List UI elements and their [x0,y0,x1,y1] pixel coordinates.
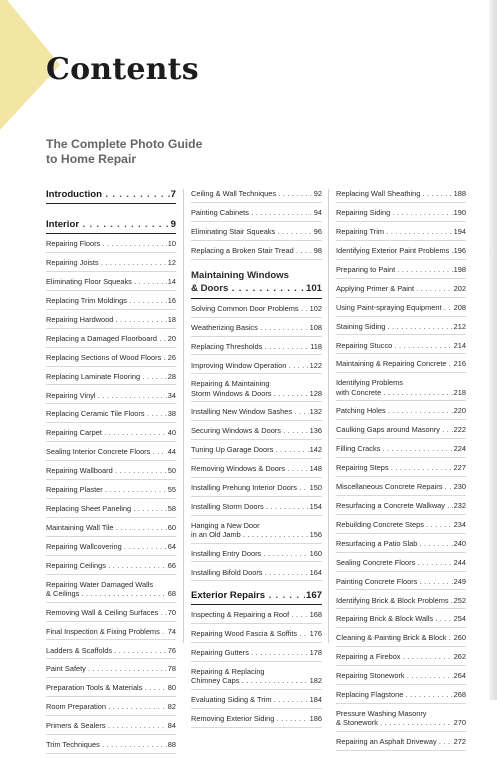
toc-entry-title-line1: Pressure Washing Masonry [336,709,427,719]
toc-entry-title: Repairing Gutters . . . [191,648,309,658]
toc-page-number: 92 [313,189,322,198]
toc-entry [336,378,466,401]
toc-page-number: 230 [453,481,466,491]
toc-page-number: 38 [167,409,176,419]
toc-entry [191,189,322,203]
toc-page-number: 198 [453,264,466,274]
toc-page-number: 186 [309,713,322,723]
toc-entry-title: Replacing Trim Moldings . . . [46,296,167,306]
toc-entry [46,315,176,329]
toc-page-number: 82 [167,702,176,712]
toc-entry [336,246,466,260]
toc-entry [336,558,466,572]
toc-entry [46,542,176,556]
toc-column-2 [191,189,322,733]
toc-entry [46,580,176,603]
toc-entry-title: Replacing Sheet Paneling . . . [46,504,167,514]
toc-entry [191,445,322,459]
toc-page-number: 148 [309,464,322,474]
toc-entry [191,426,322,440]
toc-entry [336,341,466,355]
toc-page-number: 234 [453,519,466,529]
toc-page-number: 74 [167,626,176,636]
toc-entry [46,258,176,272]
page-edge [489,0,497,700]
toc-entry-title: Replacing a Broken Stair Tread . . . [191,246,313,256]
toc-entry-title-line2 [191,530,309,539]
toc-entry-title [191,379,309,397]
toc-entry [191,695,322,709]
toc-entry [336,359,466,373]
toc-entry-title: Trim Techniques . . . [46,740,167,750]
toc-entry [336,652,466,666]
toc-entry [191,521,322,544]
toc-entry-title: Replacing Wall Sheathing . . . [336,189,453,199]
toc-entry [46,353,176,367]
toc-entry [191,549,322,563]
toc-entry [191,568,322,582]
toc-page-number: 80 [167,683,176,693]
toc-entry-title-line2 [46,589,167,598]
toc-entry [46,561,176,575]
toc-page-number: 214 [453,340,466,350]
toc-entry-title: Rebuilding Concrete Steps . . . [336,520,453,530]
toc-entry-title: Removing Exterior Siding . . . [191,714,309,724]
toc-page-number: 240 [453,538,466,548]
toc-entry [336,322,466,336]
toc-page-number: 188 [453,189,466,198]
toc-section-heading [46,189,176,204]
toc-entry-title: Repairing Joists . . . [46,258,167,268]
toc-entry-title: Inspecting & Repairing a Roof . . . [191,610,309,620]
toc-page-number: 212 [453,321,466,331]
toc-page-number: 50 [167,466,176,476]
toc-page-number: 76 [167,645,176,655]
toc-entry [191,407,322,421]
toc-entry [46,702,176,716]
toc-entry [336,444,466,458]
toc-entry [46,485,176,499]
toc-page-number: 78 [167,664,176,674]
toc-page-number: 208 [453,302,466,312]
toc-entry-title: Paint Safety . . . [46,664,167,674]
toc-entry-title-line2 [336,388,453,397]
toc-entry-title: Identifying Brick & Block Problems . . . [336,596,453,606]
toc-entry-title: Ceiling & Wall Techniques . . . [191,189,313,199]
toc-entry [46,409,176,423]
toc-page-number: 68 [167,589,176,599]
toc-entry-title-line1: Repairing & Maintaining [191,379,270,389]
toc-entry-title: Primers & Sealers . . . [46,721,167,731]
toc-entry [336,482,466,496]
toc-page-number: 44 [167,447,176,457]
toc-page-number: 272 [453,736,466,746]
toc-entry-title: Evaluating Siding & Trim . . . [191,695,309,705]
toc-entry-title: Preparing to Paint . . . [336,265,453,275]
toc-page-number: 216 [453,359,466,369]
toc-page-number: 101 [305,282,322,294]
toc-entry [191,323,322,337]
toc-page-number: 18 [167,314,176,324]
toc-entry-title: Repairing Ceilings . . . [46,561,167,571]
toc-page-number: 156 [309,530,322,540]
toc-entry [336,463,466,477]
toc-page-number: 164 [309,567,322,577]
toc-entry [46,428,176,442]
toc-entry-title: Repairing Brick & Block Walls . . . [336,614,453,624]
toc-page-number: 260 [453,633,466,643]
toc-entry [46,523,176,537]
toc-page-number: 220 [453,406,466,416]
toc-entry-title [336,709,453,727]
toc-entry-title: Installing Entry Doors . . . [191,549,309,559]
toc-entry [191,629,322,643]
toc-entry-title: Repairing Stonework . . . [336,671,453,681]
toc-entry [191,361,322,375]
toc-page-number: 160 [309,548,322,558]
toc-entry-title [336,378,453,396]
toc-entry-title: Resurfacing a Concrete Walkway . . . [336,501,453,511]
toc-entry-title: Staining Siding . . . [336,322,453,332]
toc-entry [46,334,176,348]
toc-entry-title: Repairing Floors . . . [46,239,167,249]
toc-entry [191,502,322,516]
toc-page-number: 108 [309,322,322,332]
toc-page-number: 249 [453,576,466,586]
toc-entry [336,208,466,222]
toc-entry [336,614,466,628]
toc-entry [336,709,466,732]
toc-page-number: 184 [309,694,322,704]
toc-entry-title: Applying Primer & Paint . . . [336,284,453,294]
column-divider [183,189,184,643]
toc-entry [46,740,176,754]
toc-page-number: 40 [167,428,176,438]
book-subtitle: The Complete Photo Guide to Home Repair [46,137,203,166]
toc-page-number: 20 [167,333,176,343]
toc-entry [46,447,176,461]
toc-entry [191,714,322,728]
toc-column-3 [336,189,466,756]
toc-entry [191,246,322,260]
toc-entry-title: Filling Cracks . . . [336,444,453,454]
toc-entry [191,648,322,662]
toc-page-number: 202 [453,283,466,293]
toc-entry-title: Repairing a Firebox . . . [336,652,453,662]
toc-entry-title: Removing Wall & Ceiling Surfaces . . . [46,608,167,618]
toc-entry-title: Patching Holes . . . [336,406,453,416]
toc-page-number: 28 [167,371,176,381]
toc-entry-title: Replacing Thresholds . . . [191,342,309,352]
toc-entry-title: Securing Windows & Doors . . . [191,426,309,436]
toc-page-number: 66 [167,560,176,570]
toc-entry-title: Repairing an Asphalt Driveway . . . [336,737,453,747]
toc-entry-title: Room Preparation . . . [46,702,167,712]
toc-entry-title: Solving Common Door Problems . . . [191,304,309,314]
toc-entry-title: Resurfacing a Patio Slab . . . [336,539,453,549]
toc-entry [191,304,322,318]
toc-page-number: 12 [167,257,176,267]
toc-entry [191,464,322,478]
toc-page-number: 70 [167,607,176,617]
toc-page-number: 55 [167,485,176,495]
toc-entry-title: Repairing Stucco . . . [336,341,453,351]
toc-entry-title: Identifying Exterior Paint Problems . . . [336,246,453,256]
toc-entry [336,303,466,317]
toc-entry [191,483,322,497]
toc-page-number: 262 [453,652,466,662]
toc-page-number: 154 [309,501,322,511]
toc-entry-title: Repairing Wallboard . . . [46,466,167,476]
toc-entry [336,227,466,241]
toc-entry-title: Eliminating Stair Squeaks . . . [191,227,313,237]
toc-page-number: 122 [309,360,322,370]
toc-page-number: 26 [167,352,176,362]
toc-entry-title: Installing Storm Doors . . . [191,502,309,512]
toc-entry-title: Replacing Ceramic Tile Floors . . . [46,409,167,419]
toc-section-title: Exterior Repairs . . . [191,590,305,601]
toc-entry-title: Repairing Hardwood . . . [46,315,167,325]
toc-page-number: 270 [453,718,466,728]
toc-entry-title-text: & Stonework . . . [336,718,453,727]
toc-page-number: 196 [453,245,466,255]
toc-entry-title: Miscellaneous Concrete Repairs . . . [336,482,453,492]
toc-entry-title: Replacing Sections of Wood Floors . . . [46,353,167,363]
toc-page-number: 64 [167,542,176,551]
toc-entry [191,667,322,690]
toc-entry [336,284,466,298]
toc-entry-title-text: with Concrete . . . [336,388,453,397]
toc-entry [191,610,322,624]
toc-entry [336,690,466,704]
toc-entry-title: Replacing Laminate Flooring . . . [46,372,167,382]
toc-page-number: 178 [309,648,322,658]
toc-page-number: 7 [170,189,176,200]
toc-page-number: 218 [453,387,466,397]
toc-entry-title-text: in an Old Jamb . . . [191,530,309,539]
toc-page-number: 94 [313,207,322,217]
toc-section-heading [191,269,322,299]
toc-entry [46,372,176,386]
toc-entry [46,239,176,253]
toc-entry-title: Repairing Wood Fascia & Soffits . . . [191,629,309,639]
toc-page-number: 10 [167,239,176,248]
toc-page-number: 176 [309,629,322,639]
toc-entry [336,737,466,751]
toc-page-number: 222 [453,425,466,435]
toc-entry-title-line1: Repairing Water Damaged Walls [46,579,154,589]
toc-page-number: 14 [167,276,176,286]
toc-entry-title: Repairing Carpet . . . [46,428,167,438]
toc-entry-title-line1: Identifying Problems [336,378,403,388]
toc-page-number: 34 [167,390,176,400]
toc-page-number: 84 [167,721,176,731]
toc-entry-title-text: Chimney Caps . . . [191,676,309,685]
toc-section-title: Maintaining Windows [191,269,289,281]
toc-entry-title [191,521,309,539]
toc-page-number: 254 [453,614,466,624]
toc-entry [46,664,176,678]
toc-entry-title: Repairing Trim . . . [336,227,453,237]
toc-entry-title [191,667,309,685]
toc-entry-title-line2 [191,389,309,398]
toc-entry-title: Repairing Vinyl . . . [46,391,167,401]
toc-page-number: 227 [453,462,466,472]
toc-page-number: 128 [309,388,322,398]
toc-page-number: 252 [453,595,466,605]
toc-entry [46,608,176,622]
toc-entry [336,406,466,420]
toc-entry [191,342,322,356]
toc-entry [46,627,176,641]
toc-entry-title-line2 [191,676,309,685]
toc-page-number: 168 [309,610,322,620]
toc-section-title: Interior . . . [46,219,170,230]
toc-entry [336,265,466,279]
toc-entry [336,596,466,610]
toc-entry-title: Weatherizing Basics . . . [191,323,309,333]
toc-page-number: 190 [453,207,466,217]
toc-entry-title: Final Inspection & Fixing Problems . . . [46,627,167,637]
toc-entry [336,501,466,515]
toc-entry [336,633,466,647]
toc-entry [46,296,176,310]
toc-section-title: Introduction . . . [46,189,170,200]
toc-entry-title: Repairing Plaster . . . [46,485,167,495]
toc-entry-title [46,580,167,598]
toc-section-heading [46,219,176,234]
toc-page-number: 182 [309,676,322,686]
toc-entry-title: Repairing Wallcovering . . . [46,542,167,552]
toc-entry [336,520,466,534]
toc-entry-title: Improving Window Operation . . . [191,361,309,371]
toc-entry [336,671,466,685]
toc-entry-title: Sealing Concrete Floors . . . [336,558,453,568]
toc-entry-title: Replacing Flagstone . . . [336,690,453,700]
toc-entry-title: Preparation Tools & Materials . . . [46,683,167,693]
toc-entry-title-text: & Ceilings . . . [46,589,167,598]
toc-entry-title-line1: Repairing & Replacing [191,667,265,677]
toc-entry-title: Replacing a Damaged Floorboard . . . [46,334,167,344]
toc-page-number: 9 [170,219,176,230]
toc-entry-title: Cleaning & Painting Brick & Block . . . [336,633,453,643]
toc-entry-title: Sealing Interior Concrete Floors . . . [46,447,167,457]
toc-column-1 [46,189,176,759]
toc-page-number: 150 [309,482,322,492]
toc-entry [191,379,322,402]
toc-entry-title: Using Paint-spraying Equipment . . . [336,303,453,313]
toc-page-number: 142 [309,445,322,455]
toc-entry [336,577,466,591]
toc-entry [46,646,176,660]
toc-entry-title: Eliminating Floor Squeaks . . . [46,277,167,287]
toc-page-number: 102 [309,303,322,313]
toc-page-number: 98 [313,245,322,255]
toc-page-number: 232 [453,500,466,510]
toc-entry-title: Repairing Steps . . . [336,463,453,473]
toc-page-number: 16 [167,295,176,305]
toc-entry-title: Ladders & Scaffolds . . . [46,646,167,656]
toc-page-number: 268 [453,690,466,700]
toc-page-number: 194 [453,226,466,236]
toc-page-number: 264 [453,671,466,681]
column-divider [328,189,329,643]
toc-entry [46,721,176,735]
toc-entry-title: Tuning Up Garage Doors . . . [191,445,309,455]
toc-entry-title: Maintaining Wall Tile . . . [46,523,167,533]
toc-page-number: 118 [310,341,322,351]
toc-entry-title-line2 [336,718,453,727]
toc-page-number: 224 [453,444,466,453]
toc-page-number: 88 [167,740,176,750]
toc-entry-title: Installing Prehung Interior Doors . . . [191,483,309,493]
toc-entry-title-text: Storm Windows & Doors . . . [191,389,309,398]
toc-section-title-row [191,282,322,295]
toc-entry-title: Repairing Siding . . . [336,208,453,218]
toc-page-number: 136 [309,426,322,436]
toc-page-number: 167 [305,590,322,602]
toc-entry [46,504,176,518]
toc-page-number: 96 [313,226,322,236]
toc-page-number: 58 [167,504,176,514]
toc-section-heading [191,590,322,605]
toc-entry-title: Caulking Gaps around Masonry . . . [336,425,453,435]
toc-page-number: 244 [453,557,466,567]
toc-entry-title: Installing Bifold Doors . . . [191,568,309,578]
toc-entry [336,425,466,439]
toc-entry [336,539,466,553]
toc-entry-title: Installing New Window Sashes . . . [191,407,309,417]
toc-entry [191,227,322,241]
toc-section-title: & Doors . . . [191,282,306,295]
toc-page-number: 60 [167,523,176,533]
toc-entry [46,683,176,697]
toc-entry [336,189,466,203]
toc-entry-title: Maintaining & Repairing Concrete . . . [336,359,453,369]
toc-page-number: 132 [309,407,322,417]
toc-entry-title: Painting Cabinets . . . [191,208,313,218]
toc-entry [46,466,176,480]
toc-entry [46,391,176,405]
toc-entry-title: Removing Windows & Doors . . . [191,464,309,474]
page-title: Contents [46,52,199,87]
toc-entry-title: Painting Concrete Floors . . . [336,577,453,587]
toc-entry [46,277,176,291]
toc-entry-title-line1: Hanging a New Door [191,520,260,530]
toc-entry [191,208,322,222]
